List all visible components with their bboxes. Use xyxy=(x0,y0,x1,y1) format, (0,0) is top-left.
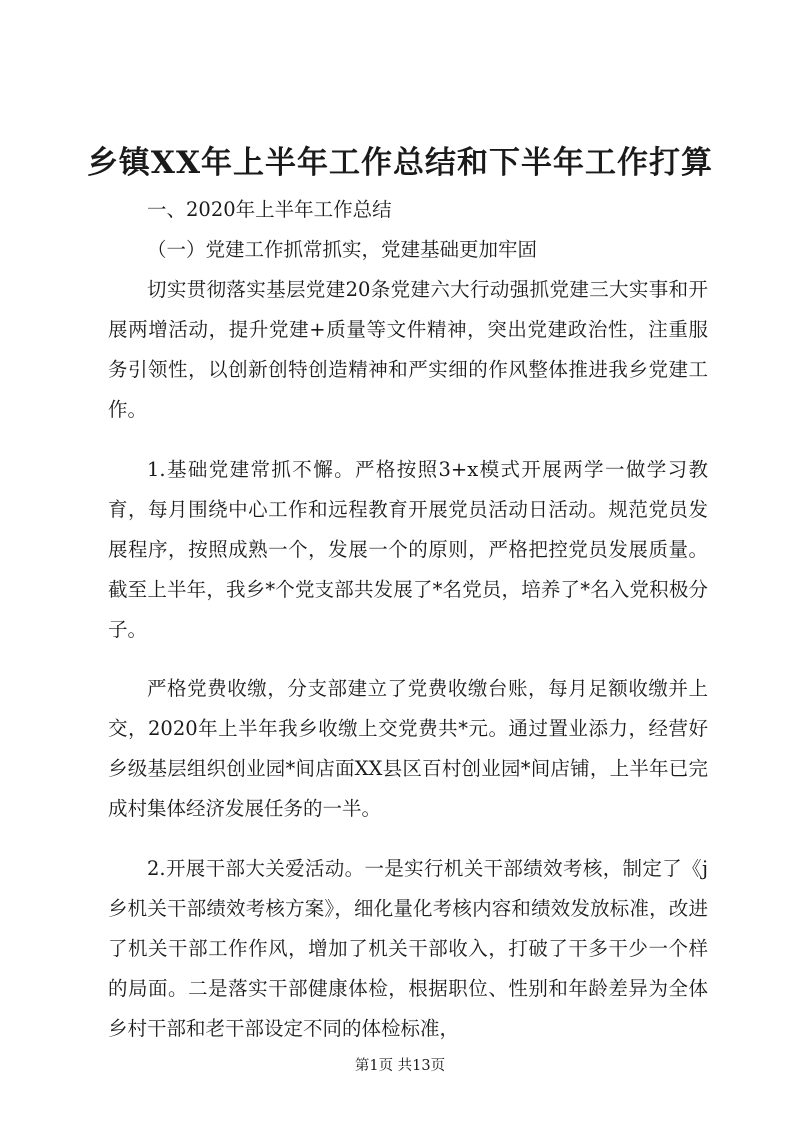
paragraph: 1.基础党建常抓不懈。严格按照3+x模式开展两学一做学习教育，每月围绕中心工作和远程教育开展党员活动日活动。规范党员发展程序，按照成熟一个，发展一个的原则，严格把控党员发展质量。截至上半年，我乡*个党支部共发展了*名党员，培养了*名入党积极分子。 xyxy=(108,457,708,641)
section-heading: 一、2020年上半年工作总结 xyxy=(147,198,392,221)
paragraph: 2.开展干部大关爱活动。一是实行机关干部绩效考核，制定了《j乡机关干部绩效考核方案》，细化量化考核内容和绩效发放标准，改进了机关干部工作作风，增加了机关干部收入，打破了干多干少一个样的局面。二是落实干部健康体检，根据职位、性别和年龄差异为全体乡村干部和老干部设定不同的体检标准， xyxy=(108,856,708,1040)
paragraph: 切实贯彻落实基层党建20条党建六大行动强抓党建三大实事和开展两增活动，提升党建+质量等文件精神，突出党建政治性，注重服务引领性，以创新创特创造精神和严实细的作风整体推进我乡党建工作。 xyxy=(108,278,708,421)
document-body xyxy=(108,190,708,1057)
paragraph: 严格党费收缴，分支部建立了党费收缴台账，每月足额收缴并上交，2020年上半年我乡收缴上交党费共*元。通过置业添力，经营好乡级基层组织创业园*间店面XX县区百村创业园*间店铺，上半年已完成村集体经济发展任务的一半。 xyxy=(108,677,708,820)
subsection-heading: （一）党建工作抓常抓实，党建基础更加牢固 xyxy=(147,238,538,261)
document-title: 乡镇XX年上半年工作总结和下半年工作打算 xyxy=(86,145,714,181)
page-number-footer: 第1页 共13页 xyxy=(354,1058,446,1074)
